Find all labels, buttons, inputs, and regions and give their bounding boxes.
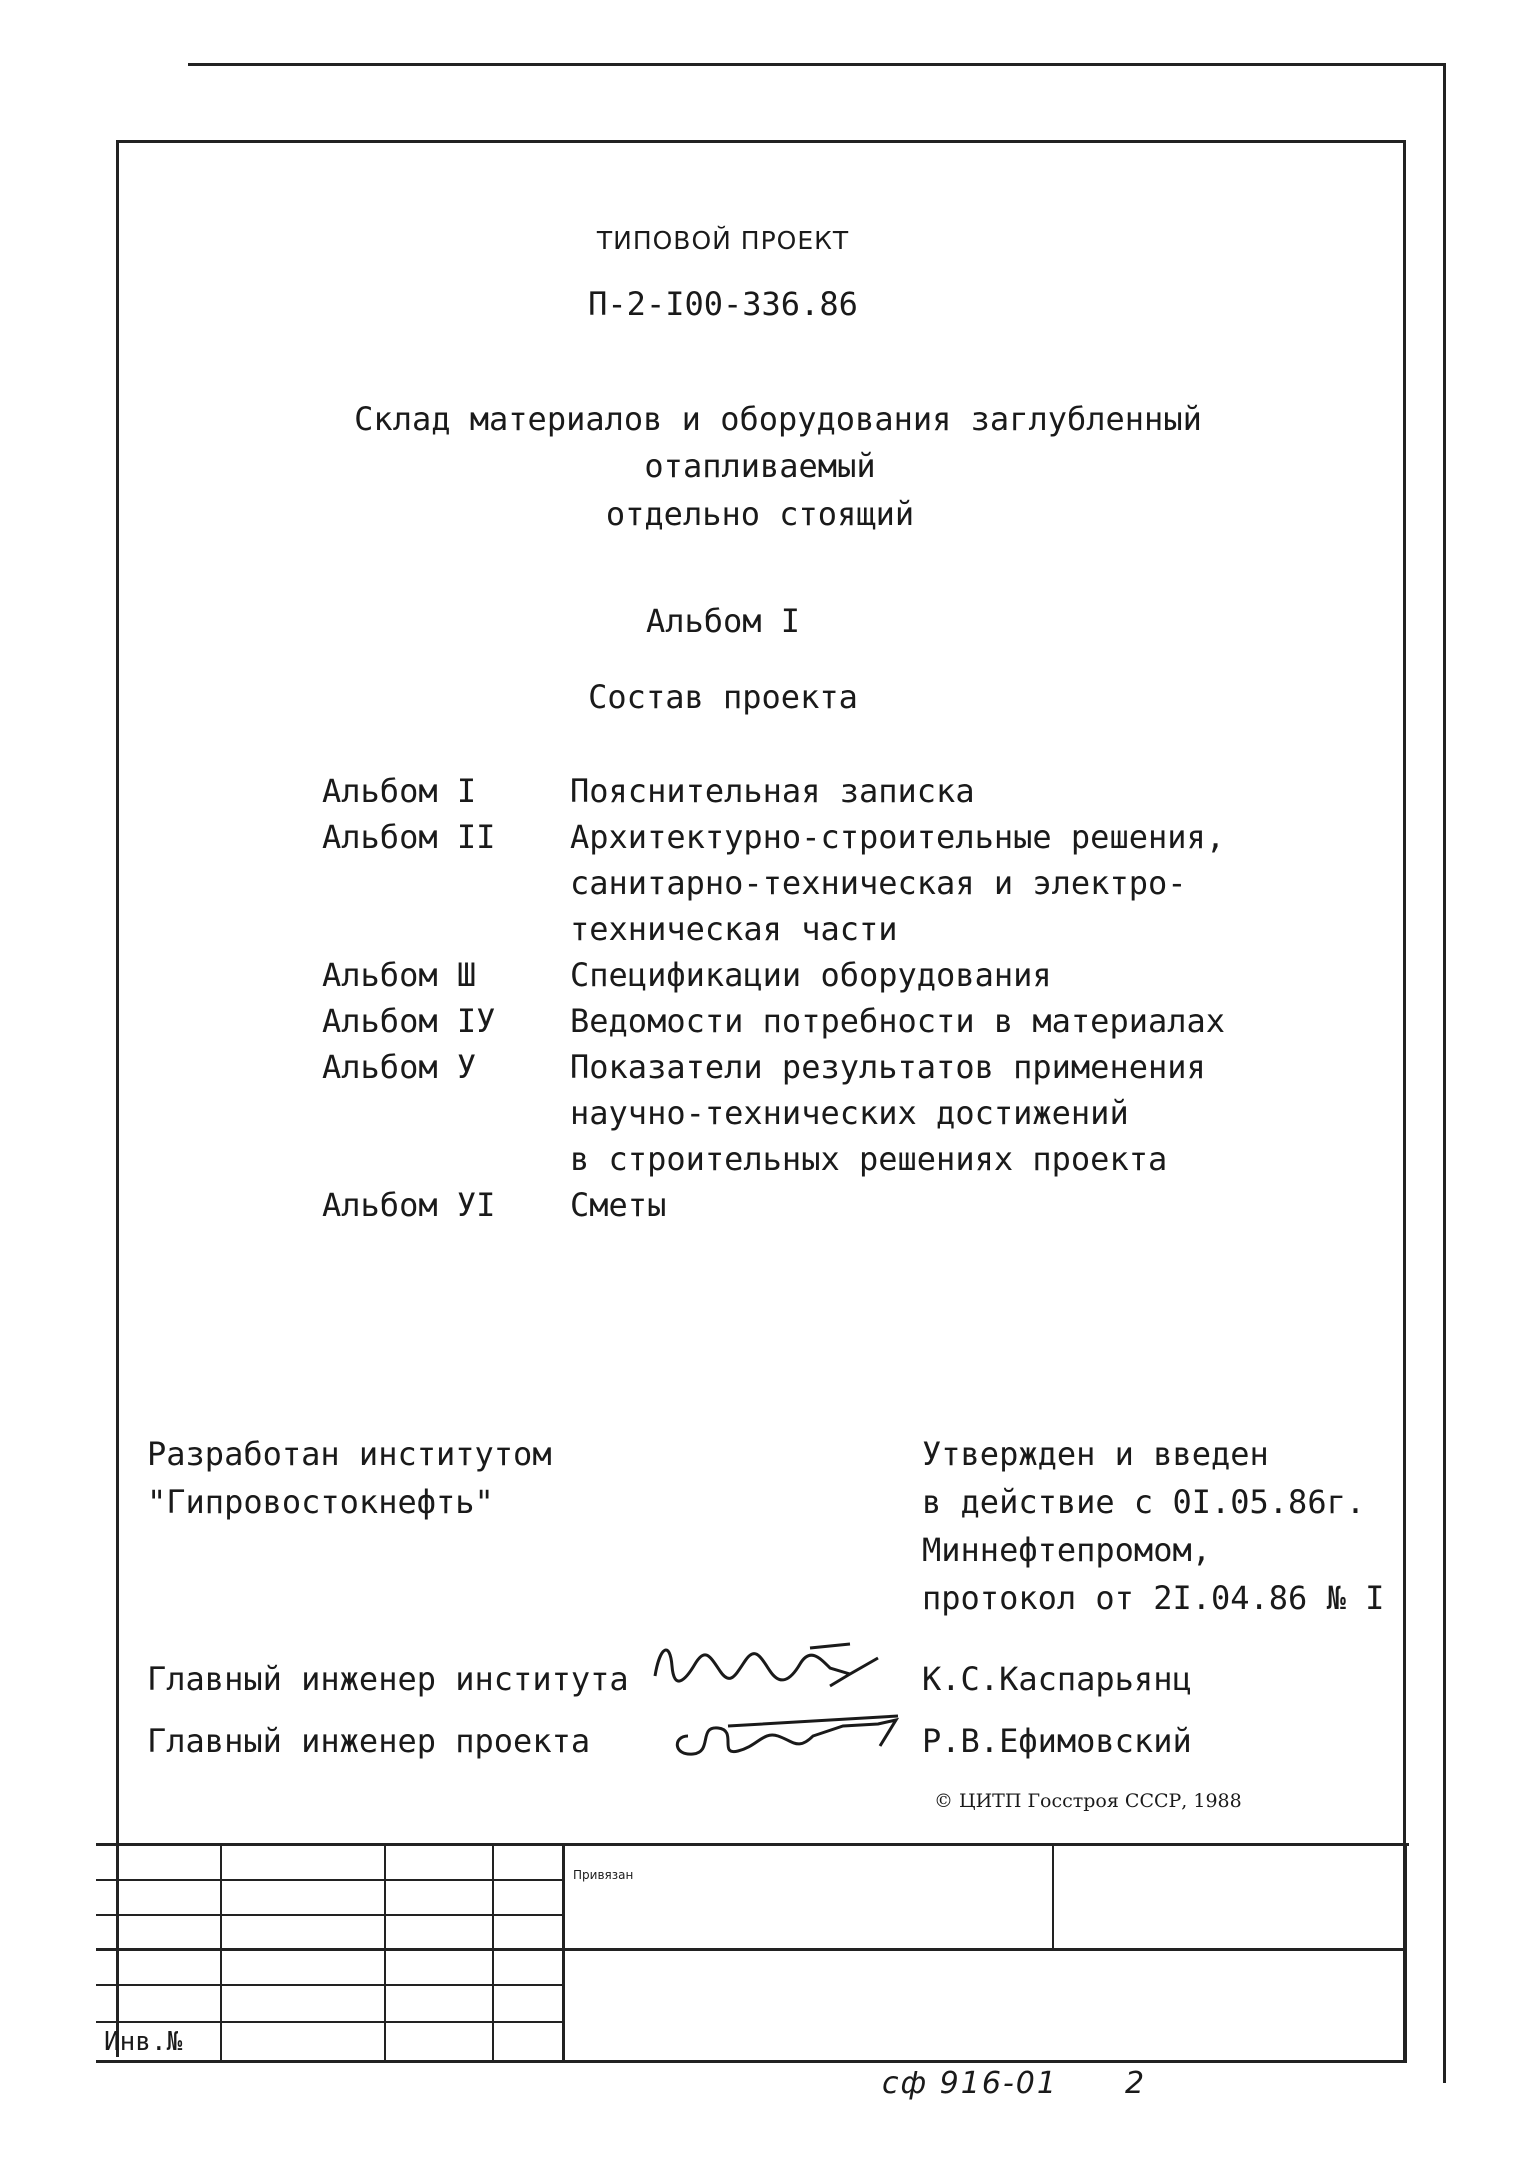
- approval-line: в действие с 0I.05.86г.: [922, 1483, 1366, 1521]
- approval-block: [922, 1430, 1384, 1622]
- contents-line: санитарно-техническая и электро-: [570, 864, 1187, 902]
- contents-line: Пояснительная записка: [570, 772, 975, 810]
- title-line-1: Склад материалов и оборудования заглубленный: [354, 400, 1202, 438]
- document-code: сф 916-01: [882, 2066, 1058, 2101]
- approval-line: Утвержден и введен: [922, 1435, 1269, 1473]
- right-border-line: [1443, 63, 1446, 2083]
- contents-item: [322, 1182, 1225, 1228]
- chief-institute-label: Главный инженер института: [147, 1660, 629, 1698]
- stamp-vline: [1052, 1846, 1054, 1950]
- contents-album-label: Альбом УI: [322, 1186, 496, 1224]
- stamp-hline: [96, 1948, 1407, 1951]
- title-line-3: отдельно стоящий: [605, 495, 915, 533]
- developer-line: Разработан институтом: [147, 1435, 552, 1473]
- title-line-2: отапливаемый: [644, 447, 876, 485]
- inventory-number-label: Инв.№: [104, 2027, 183, 2057]
- contents-item: [322, 952, 1225, 998]
- chief-project-name: Р.В.Ефимовский: [922, 1722, 1192, 1760]
- stamp-hline: [96, 1914, 562, 1916]
- developer-name: "Гипровостокнефть": [147, 1483, 494, 1521]
- title-block-stamp: [96, 1843, 1409, 2060]
- contents-album-label: Альбом Ш: [322, 956, 477, 994]
- contents-item: [322, 998, 1225, 1044]
- contents-list: [322, 768, 1225, 1228]
- contents-line: Сметы: [570, 1186, 667, 1224]
- contents-description: [570, 952, 1052, 998]
- stamp-hline: [96, 1984, 562, 1986]
- contents-description: [570, 998, 1225, 1044]
- contents-description: [570, 1044, 1206, 1182]
- project-type: ТИПОВОЙ ПРОЕКТ: [596, 226, 850, 255]
- contents-line: научно-технических достижений: [570, 1094, 1129, 1132]
- contents-item: [322, 1044, 1225, 1182]
- contents-line: Спецификации оборудования: [570, 956, 1052, 994]
- contents-description: [570, 768, 975, 814]
- chief-institute-name: К.С.Каспарьянц: [922, 1660, 1192, 1698]
- top-border-line: [188, 63, 1445, 66]
- contents-item: [322, 814, 1225, 952]
- contents-heading: Состав проекта: [588, 678, 858, 716]
- stamp-hline: [96, 1879, 562, 1881]
- contents-line: техническая части: [570, 910, 898, 948]
- contents-line: в строительных решениях проекта: [570, 1140, 1168, 1178]
- approval-line: Миннефтепромом,: [922, 1531, 1211, 1569]
- approval-line: протокол от 2I.04.86 № I: [922, 1579, 1385, 1617]
- chief-project-label: Главный инженер проекта: [147, 1722, 591, 1760]
- contents-album-label: Альбом У: [322, 1048, 477, 1086]
- stamp-hline: [96, 2060, 1407, 2063]
- signature-chief-institute: [650, 1636, 910, 1696]
- project-code: П-2-I00-336.86: [588, 285, 858, 323]
- contents-line: Ведомости потребности в материалах: [570, 1002, 1226, 1040]
- contents-album-label: Альбом II: [322, 818, 496, 856]
- contents-line: Показатели результатов применения: [570, 1048, 1206, 1086]
- page-number: 2: [1125, 2066, 1145, 2101]
- contents-item: [322, 768, 1225, 814]
- contents-description: [570, 814, 1225, 952]
- contents-line: Архитектурно-строительные решения,: [570, 818, 1226, 856]
- stamp-hline: [96, 2021, 562, 2023]
- contents-album-label: Альбом I: [322, 772, 477, 810]
- stamp-vline: [562, 1846, 565, 2063]
- developer-block: [147, 1430, 552, 1526]
- signature-chief-project: [668, 1706, 908, 1766]
- contents-album-label: Альбом IУ: [322, 1002, 496, 1040]
- album-heading: Альбом I: [645, 602, 801, 640]
- contents-description: [570, 1182, 666, 1228]
- copyright: © ЦИТП Госстроя СССР, 1988: [934, 1790, 1242, 1812]
- privyazan-label: Привязан: [573, 1868, 634, 1882]
- stamp-vline: [1404, 1846, 1407, 2063]
